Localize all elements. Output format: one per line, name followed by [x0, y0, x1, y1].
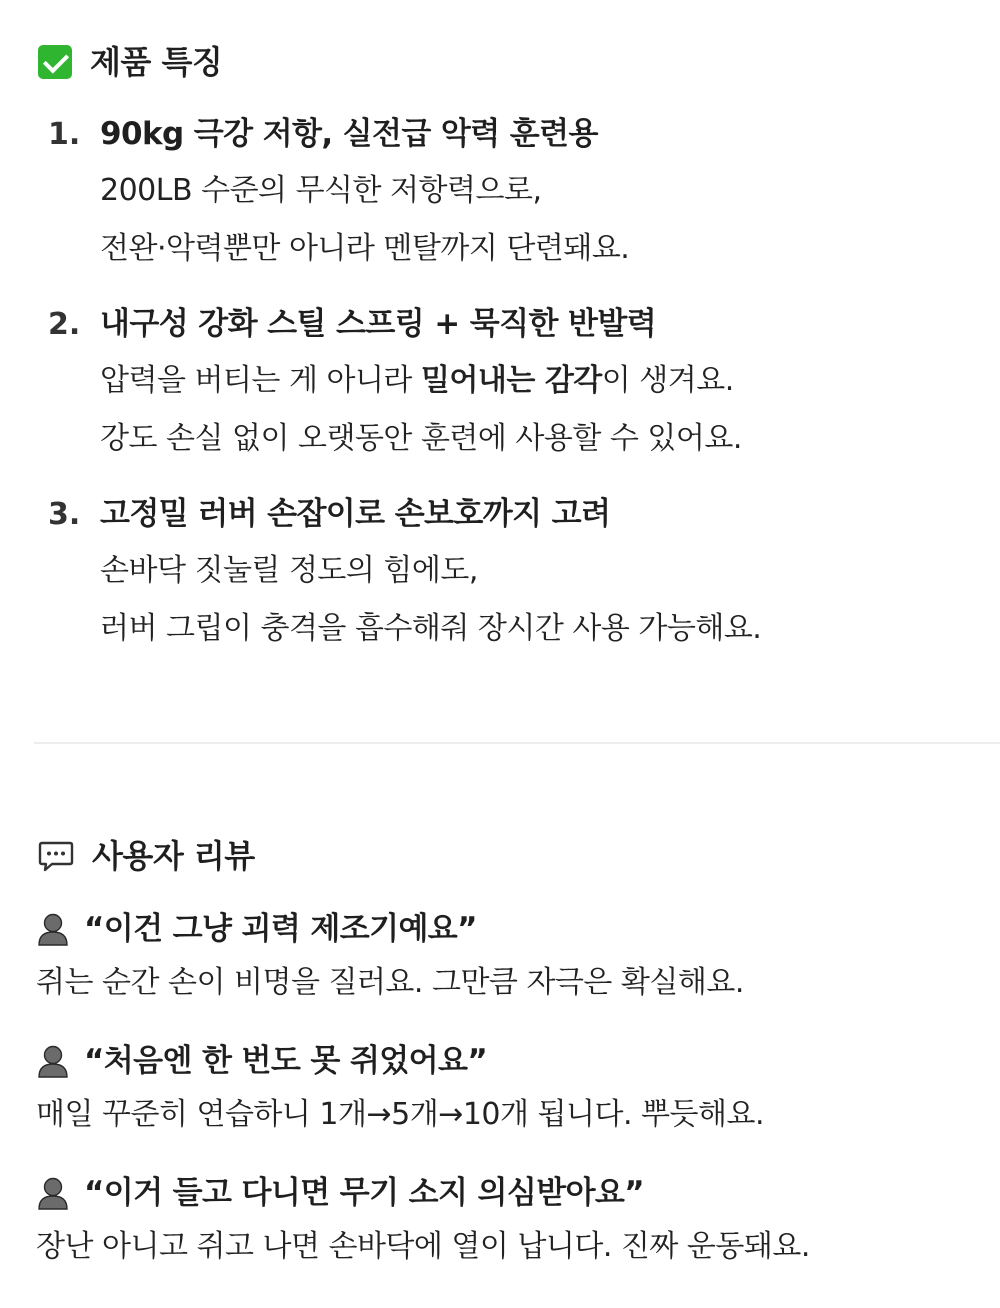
review-body: 장난 아니고 쥐고 나면 손바닥에 열이 납니다. 진짜 운동돼요.	[36, 1229, 810, 1264]
person-avatar-icon	[36, 1044, 70, 1078]
review-title: “이거 들고 다니면 무기 소지 의심받아요”	[84, 1175, 645, 1211]
review-item	[36, 1036, 986, 1144]
feature-emphasis-text: 밀어내는 감각	[420, 363, 602, 398]
feature-number: 1.	[48, 117, 81, 152]
person-avatar-icon	[36, 1176, 70, 1210]
review-item	[36, 904, 986, 1012]
features-heading	[38, 42, 222, 82]
feature-title: 내구성 강화 스틸 스프링 + 묵직한 반발력	[100, 306, 657, 342]
feature-item	[48, 486, 988, 658]
feature-item	[48, 106, 988, 278]
review-body: 매일 꾸준히 연습하니 1개→5개→10개 됩니다. 뿌듯해요.	[36, 1097, 764, 1132]
review-title: “처음엔 한 번도 못 쥐었어요”	[84, 1043, 488, 1079]
speech-bubble-icon	[38, 838, 74, 874]
feature-item	[48, 296, 988, 468]
feature-text: 이 생겨요.	[601, 363, 734, 398]
check-mark-button-icon	[38, 45, 72, 79]
section-divider	[34, 742, 1000, 744]
feature-title: 90kg 극강 저항, 실전급 악력 훈련용	[100, 116, 598, 152]
review-body: 쥐는 순간 손이 비명을 질러요. 그만큼 자극은 확실해요.	[36, 965, 744, 1000]
reviews-heading-text: 사용자 리뷰	[92, 837, 255, 875]
feature-description-line: 200LB 수준의 무식한 저항력으로,	[100, 173, 542, 208]
feature-description-line: 손바닥 짓눌릴 정도의 힘에도,	[100, 553, 478, 588]
feature-title: 고정밀 러버 손잡이로 손보호까지 고려	[100, 496, 611, 532]
feature-description-line: 전완·악력뿐만 아니라 멘탈까지 단련돼요.	[100, 231, 630, 266]
feature-description-line: 러버 그립이 충격을 흡수해줘 장시간 사용 가능해요.	[100, 611, 762, 646]
feature-number: 3.	[48, 497, 81, 532]
reviews-heading	[38, 836, 255, 876]
person-avatar-icon	[36, 912, 70, 946]
feature-text: 압력을 버티는 게 아니라	[100, 363, 421, 398]
feature-description-line: 강도 손실 없이 오랫동안 훈련에 사용할 수 있어요.	[100, 421, 742, 456]
features-heading-text: 제품 특징	[90, 43, 223, 81]
feature-number: 2.	[48, 307, 81, 342]
review-item	[36, 1168, 986, 1276]
review-title: “이건 그냥 괴력 제조기예요”	[84, 911, 477, 947]
feature-description-line	[100, 352, 988, 410]
